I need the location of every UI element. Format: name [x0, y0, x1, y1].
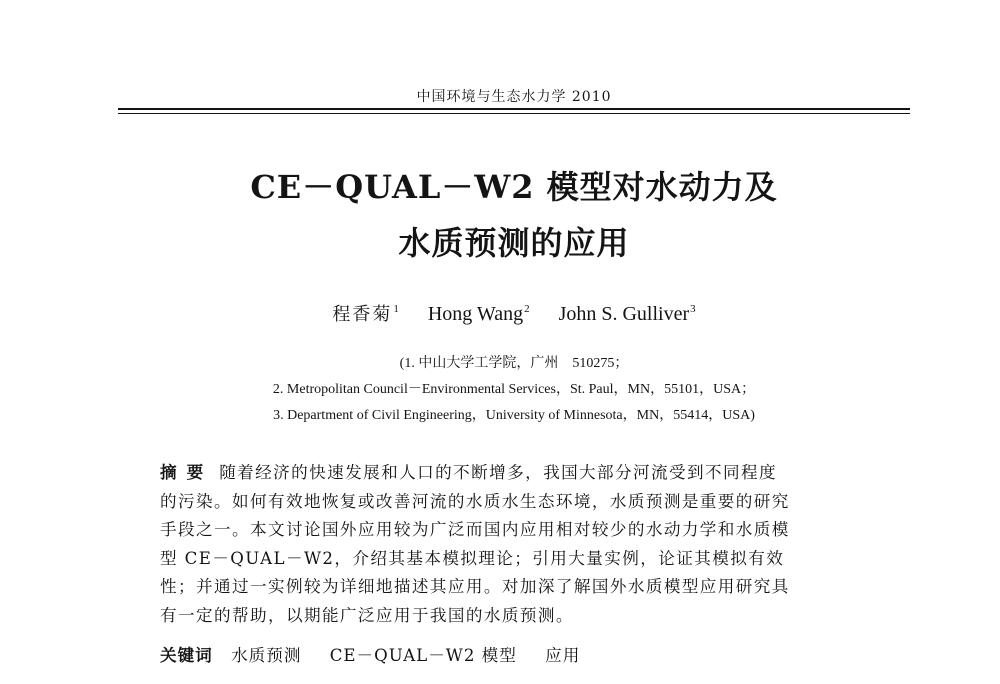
affiliation-2: 2. Metropolitan Council－Environmental Services，St. Paul，MN，55101，USA；	[272, 382, 756, 397]
abstract-line	[160, 458, 872, 488]
abstract-text: 随着经济的快速发展和人口的不断增多，我国大部分河流受到不同程度	[219, 463, 777, 482]
abstract	[160, 458, 872, 631]
author-name: John S. Gulliver	[558, 303, 690, 325]
journal-header: 中国环境与生态水力学 2010	[416, 89, 612, 105]
affiliation-3: 3. Department of Civil Engineering，University of Minnesota，MN，55414，USA)	[273, 408, 755, 423]
keyword: 水质预测	[231, 646, 302, 665]
abstract-line: 型 CE－QUAL－W2，介绍其基本模拟理论；引用大量实例，论证其模拟有效	[160, 548, 785, 568]
keyword: 应用	[545, 646, 581, 665]
keyword: CE－QUAL－W2 模型	[329, 646, 517, 665]
header-rule-thick	[118, 108, 910, 110]
author-name: Hong Wang	[427, 303, 524, 325]
abstract-line: 手段之一。本文讨论国外应用较为广泛而国内应用相对较少的水动力学和水质模	[160, 520, 790, 540]
author-name: 程香菊	[332, 304, 393, 325]
header-rule-thin	[118, 113, 910, 114]
abstract-label: 摘要	[160, 462, 214, 482]
affiliation-marker: 1	[393, 303, 399, 316]
keywords	[160, 642, 602, 666]
author-1	[332, 303, 399, 325]
affiliation-marker: 3	[690, 303, 696, 316]
keywords-label: 关键词	[160, 645, 213, 665]
abstract-line: 的污染。如何有效地恢复或改善河流的水质水生态环境，水质预测是重要的研究	[160, 491, 790, 511]
paper-title-line-2: 水质预测的应用	[398, 224, 630, 262]
affiliation-1: (1. 中山大学工学院，广州 510275；	[399, 356, 629, 371]
abstract-line: 有一定的帮助，以期能广泛应用于我国的水质预测。	[160, 605, 574, 625]
author-2	[428, 303, 530, 325]
abstract-line: 性；并通过一实例较为详细地描述其应用。对加深了解国外水质模型应用研究具	[160, 577, 790, 597]
author-3	[559, 303, 696, 325]
author-list	[118, 300, 910, 326]
affiliation-marker: 2	[524, 303, 530, 316]
paper-title-line-1: CE－QUAL－W2 模型对水动力及	[250, 168, 778, 206]
